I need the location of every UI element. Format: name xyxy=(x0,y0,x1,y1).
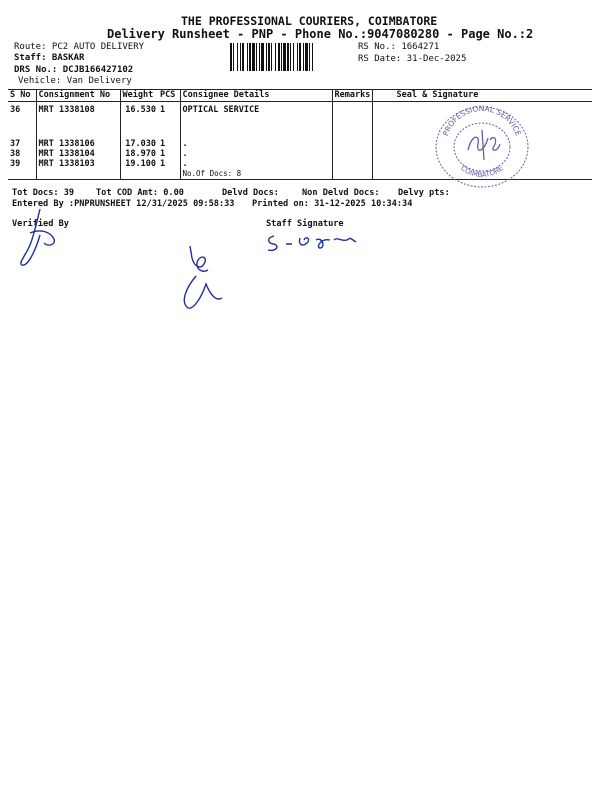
row-consignee: . xyxy=(180,139,332,149)
col-consignment: Consignment No xyxy=(36,90,120,102)
rs-date: RS Date: 31-Dec-2025 xyxy=(358,54,467,64)
col-weight: Weight xyxy=(120,90,158,102)
route-text: Route: PC2 AUTO DELIVERY xyxy=(14,42,145,52)
barcode-bar xyxy=(299,43,301,71)
vehicle-text: Vehicle: Van Delivery xyxy=(18,76,132,86)
row-weight: 17.030 xyxy=(120,139,158,149)
row-consignment: MRT 1338106 xyxy=(36,139,120,149)
row-sno: 39 xyxy=(10,158,21,169)
row-consignee: . xyxy=(180,159,332,169)
barcode-bar xyxy=(247,43,248,71)
barcode-bar xyxy=(278,43,280,71)
barcode-bar xyxy=(287,43,289,71)
row-pcs: 1 xyxy=(160,158,166,169)
row-sno: 38 xyxy=(10,148,21,159)
row-weight: 18.970 xyxy=(120,149,158,159)
row-remarks xyxy=(332,149,372,159)
row-pcs: 1 xyxy=(160,138,166,149)
svg-text:COIMBATORE: COIMBATORE xyxy=(459,164,505,180)
barcode-bar xyxy=(305,43,308,71)
barcode-bar xyxy=(312,43,313,71)
non-delivered-docs: Non Delvd Docs: xyxy=(302,188,380,198)
barcode-bar xyxy=(259,43,260,71)
barcode-bar xyxy=(293,43,294,71)
barcode-bar xyxy=(266,43,267,71)
barcode xyxy=(229,43,355,71)
barcode-bar xyxy=(261,43,264,71)
col-consignee: Consignee Details xyxy=(180,90,332,102)
staff-signature xyxy=(264,230,360,256)
company-title: THE PROFESSIONAL COURIERS, COIMBATORE xyxy=(181,14,438,28)
barcode-bar xyxy=(281,43,282,71)
col-remarks: Remarks xyxy=(332,90,372,102)
row-remarks xyxy=(332,159,372,169)
row-remarks xyxy=(332,139,372,149)
rs-number: RS No.: 1664271 xyxy=(358,42,440,52)
delivery-points: Delvy pts: xyxy=(398,188,450,198)
row-remarks xyxy=(332,102,372,139)
barcode-bar xyxy=(230,43,232,71)
svg-text:PROFESSIONAL SERVICE: PROFESSIONAL SERVICE xyxy=(440,103,524,138)
row-consignee: . xyxy=(180,149,332,159)
staff-signature-label: Staff Signature xyxy=(266,219,344,229)
no-of-docs: No.Of Docs: 8 xyxy=(180,169,332,180)
barcode-bar xyxy=(297,43,298,71)
row-consignment: MRT 1338103 xyxy=(36,159,120,169)
barcode-bar xyxy=(275,43,276,71)
row-sno: 37 xyxy=(10,138,21,149)
row-weight: 19.100 xyxy=(120,159,158,169)
barcode-bar xyxy=(271,43,272,71)
row-consignment: MRT 1338104 xyxy=(36,149,120,159)
barcode-bar xyxy=(240,43,241,71)
drs-number: DRS No.: DCJB166427102 xyxy=(14,65,134,75)
row-pcs: 1 xyxy=(160,105,166,115)
row-consignee: OPTICAL SERVICE xyxy=(180,102,332,139)
barcode-bar xyxy=(233,43,234,71)
staff-text: Staff: BASKAR xyxy=(14,53,85,63)
barcode-bar xyxy=(309,43,310,71)
row-consignment: MRT 1338108 xyxy=(36,102,120,139)
entered-by: Entered By :PNPRUNSHEET 12/31/2025 09:58:33 xyxy=(12,199,235,209)
barcode-bar xyxy=(256,43,257,71)
second-signature xyxy=(176,240,236,312)
barcode-bar xyxy=(249,43,251,71)
delivered-docs: Delvd Docs: xyxy=(222,188,279,198)
printed-on: Printed on: 31-12-2025 10:34:34 xyxy=(252,199,413,209)
col-pcs: PCS xyxy=(158,90,180,102)
total-cod-amount: Tot COD Amt: 0.00 xyxy=(96,188,184,198)
runsheet-title: Delivery Runsheet - PNP - Phone No.:9047080280 - Page No.:2 xyxy=(107,27,534,41)
barcode-bar xyxy=(242,43,244,71)
barcode-bar xyxy=(268,43,270,71)
total-docs: Tot Docs: 39 xyxy=(12,188,75,198)
verified-by-label: Verified By xyxy=(12,219,69,229)
col-sno: S No xyxy=(8,90,36,102)
col-seal: Seal & Signature xyxy=(372,90,592,102)
seal-stamp xyxy=(432,100,532,190)
row-weight: 16.530 xyxy=(120,102,158,139)
row-sno: 36 xyxy=(10,105,21,115)
barcode-bar xyxy=(283,43,286,71)
barcode-bar xyxy=(252,43,255,71)
barcode-bar xyxy=(290,43,291,71)
verifier-signature xyxy=(10,205,70,270)
row-pcs: 1 xyxy=(160,148,166,159)
barcode-bar xyxy=(303,43,304,71)
barcode-bar xyxy=(237,43,238,71)
